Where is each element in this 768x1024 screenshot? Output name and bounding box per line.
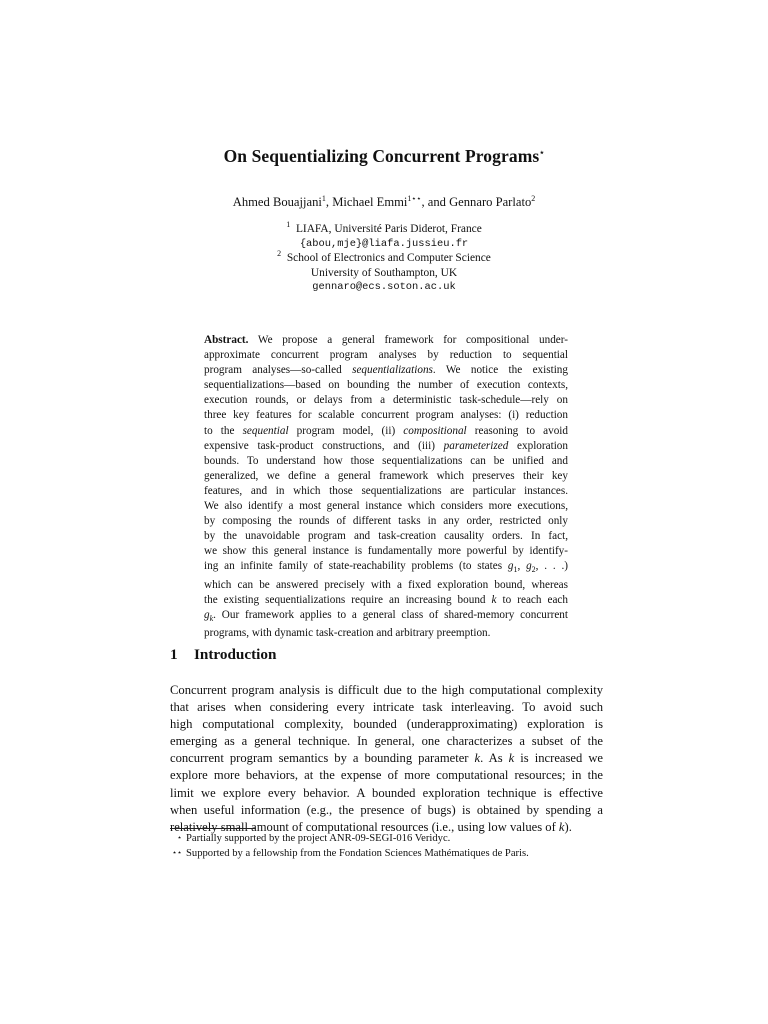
author-1: Ahmed Bouajjani xyxy=(232,195,322,209)
math-var: k xyxy=(558,819,565,834)
abstract-line: We also identify a most general instance which considers more executions, xyxy=(204,500,568,513)
affiliation-2-location: University of Southampton, UK xyxy=(310,266,458,279)
intro-line xyxy=(170,750,603,767)
abstract-line: by composing the rounds of different tasks in any order, restricted only xyxy=(204,515,568,528)
abstract-label: Abstract. xyxy=(204,334,249,346)
abstract-emphasis: parameterized xyxy=(443,439,509,452)
abstract-text: , . . .) xyxy=(535,560,568,573)
abstract-line xyxy=(204,424,568,439)
intro-line: emerging as a general technique. In general, one characterizes a subset of the xyxy=(170,734,603,749)
section-title: Introduction xyxy=(194,646,277,663)
paper-title xyxy=(0,146,768,167)
author-separator: , xyxy=(325,195,333,209)
intro-text: is increased we xyxy=(514,751,604,766)
footnote-mark: ⋆⋆ xyxy=(171,847,182,857)
author-2: Michael Emmi xyxy=(332,195,408,209)
abstract-line: by the unavoidable program and task-creation causality orders. In fact, xyxy=(204,530,568,543)
abstract-line: execution rounds, or delays from a deterministic task-schedule—rely on xyxy=(204,394,568,407)
affiliation-2-number: 2 xyxy=(277,249,282,259)
footnote-text: Partially supported by the project ANR-09-SEGI-016 Veridyc. xyxy=(186,833,451,844)
footnote-1 xyxy=(170,832,610,847)
math-var: g xyxy=(507,560,514,573)
intro-line: when useful information (e.g., the presence of bugs) is obtained by spending a xyxy=(170,802,603,817)
abstract-text: program model, (ii) xyxy=(288,424,404,437)
affiliation-1-email: {abou,mje}@liafa.jussieu.fr xyxy=(299,237,469,250)
abstract-text: exploration xyxy=(508,439,568,452)
abstract-line: which can be answered precisely with a fixed exploration bound, whereas xyxy=(204,578,568,591)
abstract-emphasis: compositional xyxy=(403,424,467,437)
author-2-affil-mark: 1⋆⋆ xyxy=(407,193,422,203)
author-list xyxy=(0,195,768,210)
abstract xyxy=(204,333,568,641)
math-var: g xyxy=(526,560,532,573)
abstract-emphasis: sequential xyxy=(242,424,289,437)
author-3-affil-mark: 2 xyxy=(531,193,536,203)
abstract-line: three key features for scalable concurrent program analyses: (i) reduction xyxy=(204,409,568,422)
author-1-affil-mark: 1 xyxy=(321,193,326,203)
abstract-line: sequentializations—based on bounding the number of execution contexts, xyxy=(204,379,568,392)
title-text: On Sequentializing Concurrent Programs xyxy=(223,146,540,166)
footnote-2 xyxy=(170,847,610,862)
section-heading xyxy=(170,646,276,664)
abstract-text: , xyxy=(517,560,527,573)
abstract-line: bounds. To understand how those sequentializations can be unified and xyxy=(204,454,568,467)
affiliation-1-name: LIAFA, Université Paris Diderot, France xyxy=(295,223,482,235)
abstract-line xyxy=(204,363,568,378)
abstract-line xyxy=(204,559,568,577)
abstract-line: programs, with dynamic task-creation and arbitrary preemption. xyxy=(204,627,491,640)
affiliation-1-number: 1 xyxy=(286,220,291,230)
abstract-text: to the xyxy=(204,424,243,437)
math-var: k xyxy=(474,751,481,766)
abstract-line: generalized, we define a general framework which preserves their key xyxy=(204,469,568,482)
abstract-text: to reach each xyxy=(496,593,568,606)
intro-text: . As xyxy=(480,751,509,766)
affiliation-2 xyxy=(0,251,768,295)
affiliation-1 xyxy=(0,222,768,251)
intro-line: Concurrent program analysis is difficult due to the high computational complexity xyxy=(170,683,603,697)
footnotes xyxy=(170,832,610,861)
abstract-line xyxy=(204,608,568,626)
intro-line: explore more behaviors, at the expense of more computational resources; in the xyxy=(170,768,603,783)
intro-paragraph xyxy=(170,682,603,836)
abstract-text: . Our framework applies to a general class of shared-memory concurrent xyxy=(213,608,568,621)
intro-line: that arises when considering every intricate task interleaving. To avoid such xyxy=(170,700,603,715)
affiliation-2-name: School of Electronics and Computer Science xyxy=(286,252,491,264)
abstract-line: approximate concurrent program analyses by reduction to sequential xyxy=(204,349,568,362)
affiliation-2-email: gennaro@ecs.soton.ac.uk xyxy=(312,281,456,293)
intro-text: relatively small amount of computational resources (i.e., using low values of xyxy=(170,819,559,834)
footnote-rule xyxy=(170,828,256,829)
title-footnote-mark: ⋆ xyxy=(539,148,545,158)
footnote-text: Supported by a fellowship from the Fondation Sciences Mathématiques de Paris. xyxy=(186,847,529,859)
abstract-text: expensive task-product constructions, and (iii) xyxy=(204,439,444,452)
author-3: Gennaro Parlato xyxy=(449,195,532,209)
math-subscript: 2 xyxy=(531,565,536,575)
abstract-text: . We notice the existing xyxy=(432,364,568,377)
intro-line: high computational complexity, bounded (underapproximating) exploration is xyxy=(170,717,603,732)
abstract-line xyxy=(204,439,568,454)
abstract-line: features, and in which those sequentializations are particular instances. xyxy=(204,484,568,497)
abstract-text: the existing sequentializations require an increasing bound xyxy=(204,593,492,606)
math-subscript: 1 xyxy=(513,565,518,575)
math-var: k xyxy=(508,751,515,766)
author-separator: , and xyxy=(421,195,450,209)
intro-text: concurrent program semantics by a bounding parameter xyxy=(170,751,475,766)
abstract-text: reasoning to avoid xyxy=(466,424,568,437)
abstract-emphasis: sequentializations xyxy=(352,364,433,377)
math-var: g xyxy=(204,608,210,621)
abstract-text: program analyses—so-called xyxy=(204,364,353,377)
abstract-line xyxy=(204,333,568,348)
intro-text: ). xyxy=(564,819,572,834)
section-number: 1 xyxy=(170,646,178,663)
abstract-line xyxy=(204,593,568,608)
abstract-text: We propose a general framework for compositional under- xyxy=(257,334,568,346)
math-var: k xyxy=(491,593,497,606)
intro-line: limit we explore every behavior. A bounded exploration technique is effective xyxy=(170,785,603,800)
footnote-mark: ⋆ xyxy=(176,833,182,842)
math-subscript: k xyxy=(209,614,214,624)
abstract-text: ing an infinite family of state-reachability problems (to states xyxy=(204,560,508,573)
abstract-line: we show this general instance is fundamentally more powerful by identify- xyxy=(204,545,568,558)
